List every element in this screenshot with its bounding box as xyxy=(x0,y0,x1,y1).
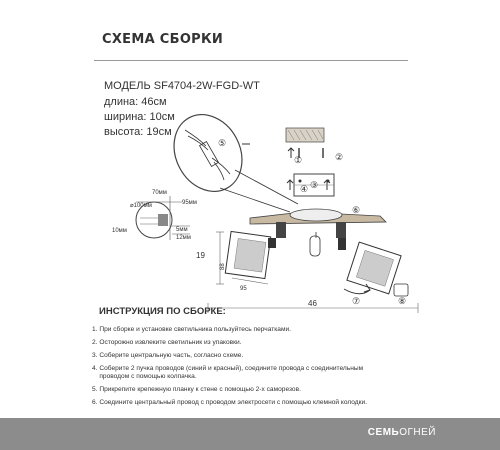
instruction-step: 2. Осторожно извлеките светильник из упаковки. xyxy=(92,339,242,346)
bulb-icon xyxy=(310,232,320,256)
brand-logo xyxy=(368,427,436,438)
dim-diameter: ⌀100мм xyxy=(130,203,152,209)
instruction-step: 5. Прикрепите крепежную планку к стене с помощью 2-х саморезов. xyxy=(92,386,301,394)
instruction-step: 1. При сборке и установке светильника пользуйтесь перчатками. xyxy=(92,326,292,333)
dim-height: 19 xyxy=(196,251,205,260)
left-lamp-head xyxy=(225,231,276,278)
dim-70: 70мм xyxy=(152,190,167,196)
spec-width: ширина: 10см xyxy=(104,111,175,123)
step-marker-7: ⑦ xyxy=(352,296,361,306)
dim-95: 95мм xyxy=(182,200,197,206)
title-divider xyxy=(94,60,408,61)
step-marker-4: ④ xyxy=(300,184,309,194)
bulb-socket-icon xyxy=(394,284,408,296)
spec-height: высота: 19см xyxy=(104,126,172,138)
assembly-diagram xyxy=(90,108,420,314)
spec-length: длина: 46см xyxy=(104,96,167,108)
instructions-title: ИНСТРУКЦИЯ ПО СБОРКЕ: xyxy=(99,306,226,317)
instruction-step: 4. Соберите 2 пучка проводов (синий и красный), соедините провода с соединительным проводом с помощью колпачка. xyxy=(92,365,364,381)
step-marker-8: ⑧ xyxy=(398,296,407,306)
instructions-list xyxy=(92,326,422,412)
instruction-step: 3. Соберите центральную часть, согласно схеме. xyxy=(92,352,244,359)
wiring-detail xyxy=(161,108,298,212)
step-marker-5: ⑤ xyxy=(218,138,227,148)
fixture-body xyxy=(250,209,386,238)
dim-length: 46 xyxy=(308,299,317,308)
dim-95b: 95 xyxy=(240,286,247,292)
step-marker-1: ① xyxy=(294,155,303,165)
step-marker-6: ⑥ xyxy=(352,205,361,215)
page-title: СХЕМА СБОРКИ xyxy=(102,32,224,47)
spec-model: МОДЕЛЬ SF4704-2W-FGD-WT xyxy=(104,80,260,92)
step-marker-3: ③ xyxy=(310,180,319,190)
brand-light: ОГНЕЙ xyxy=(399,427,436,438)
step-marker-2: ② xyxy=(335,152,344,162)
brand-bold: СЕМЬ xyxy=(367,427,400,438)
dim-10: 10мм xyxy=(112,228,127,234)
dim-12: 12мм xyxy=(176,235,191,241)
dim-5: 5мм xyxy=(176,227,188,233)
dim-88: 88 xyxy=(220,263,226,270)
wall-mount-plate xyxy=(286,128,324,142)
right-lamp-head xyxy=(338,238,401,294)
instruction-step: 6. Соедините центральный провод с проводом электросети с помощью клемной колодки. xyxy=(92,399,368,407)
footer-bar xyxy=(0,418,500,450)
